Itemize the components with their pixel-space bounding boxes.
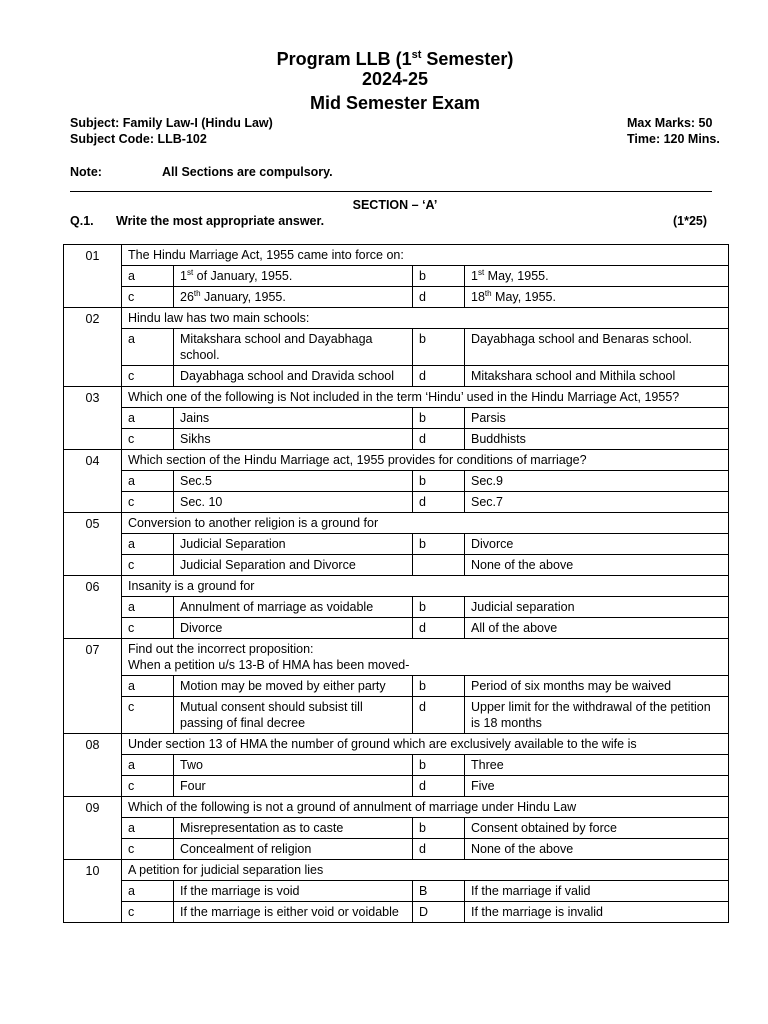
option-letter: B xyxy=(413,881,465,902)
option-text xyxy=(174,818,413,839)
option-text-main: Judicial Separation xyxy=(180,537,286,551)
option-text-sup: th xyxy=(193,288,201,298)
option-letter: d xyxy=(413,429,465,450)
option-text-main: Sec. 10 xyxy=(180,495,223,509)
question-text xyxy=(122,450,729,471)
question-number-cell: 02 xyxy=(64,308,122,387)
option-text xyxy=(174,555,413,576)
option-text-main: Divorce xyxy=(471,537,514,551)
option-text-main: Buddhists xyxy=(471,432,526,446)
option-text-main: 1 xyxy=(471,269,478,283)
note-text: All Sections are compulsory. xyxy=(162,165,333,179)
question-number-cell: 06 xyxy=(64,576,122,639)
option-row xyxy=(64,818,729,839)
question-number-cell: 01 xyxy=(64,245,122,308)
option-letter: a xyxy=(122,818,174,839)
question-text-line: Hindu law has two main schools: xyxy=(128,311,310,325)
option-text-main: 26 xyxy=(180,290,194,304)
option-text xyxy=(174,839,413,860)
question-row xyxy=(64,860,729,881)
option-letter: a xyxy=(122,881,174,902)
option-text-sup: st xyxy=(186,267,194,277)
option-text-main: If the marriage is either void or voidable xyxy=(180,905,399,919)
option-text xyxy=(465,287,729,308)
option-text xyxy=(465,881,729,902)
option-text xyxy=(465,366,729,387)
option-text xyxy=(174,429,413,450)
option-text-main: Motion may be moved by either party xyxy=(180,679,386,693)
question-text-line: Conversion to another religion is a ground for xyxy=(128,516,379,530)
option-text-main: 1 xyxy=(180,269,187,283)
question-row xyxy=(64,308,729,329)
option-text xyxy=(174,366,413,387)
question-text-line: Find out the incorrect proposition: xyxy=(128,642,314,656)
option-letter: b xyxy=(413,408,465,429)
option-text-rest: May, 1955. xyxy=(484,269,549,283)
option-text xyxy=(465,697,729,734)
option-text-main: Mutual consent should subsist till passing of final decree xyxy=(180,700,363,730)
option-letter: c xyxy=(122,839,174,860)
option-letter: b xyxy=(413,329,465,366)
section-title: SECTION – ‘A’ xyxy=(352,198,438,212)
option-text-main: Divorce xyxy=(180,621,223,635)
question-marks: (1*25) xyxy=(673,214,708,228)
option-letter: d xyxy=(413,492,465,513)
option-text xyxy=(465,266,729,287)
option-text xyxy=(465,471,729,492)
option-row xyxy=(64,266,729,287)
option-letter: b xyxy=(413,471,465,492)
question-number-cell: 04 xyxy=(64,450,122,513)
option-text-main: Judicial Separation and Divorce xyxy=(180,558,356,572)
option-row xyxy=(64,618,729,639)
question-row xyxy=(64,797,729,818)
option-text-main: Sikhs xyxy=(180,432,211,446)
option-letter: D xyxy=(413,902,465,923)
question-text-line: Insanity is a ground for xyxy=(128,579,255,593)
option-text-main: Period of six months may be waived xyxy=(471,679,672,693)
option-letter: a xyxy=(122,329,174,366)
question-instruction: Write the most appropriate answer. xyxy=(116,214,325,228)
question-row xyxy=(64,387,729,408)
option-text-main: Parsis xyxy=(471,411,506,425)
option-text-rest: May, 1955. xyxy=(491,290,556,304)
option-text-main: Mitakshara school and Mithila school xyxy=(471,369,676,383)
option-row xyxy=(64,676,729,697)
option-row xyxy=(64,597,729,618)
question-text xyxy=(122,245,729,266)
option-text xyxy=(174,534,413,555)
question-number-cell: 03 xyxy=(64,387,122,450)
question-text xyxy=(122,797,729,818)
option-row xyxy=(64,366,729,387)
option-text xyxy=(174,329,413,366)
option-text-main: If the marriage is invalid xyxy=(471,905,604,919)
option-text-main: If the marriage if valid xyxy=(471,884,591,898)
option-text xyxy=(465,329,729,366)
question-text-line: When a petition u/s 13-B of HMA has been moved- xyxy=(128,658,410,672)
question-text-line: The Hindu Marriage Act, 1955 came into force on: xyxy=(128,248,404,262)
question-row xyxy=(64,513,729,534)
question-row xyxy=(64,734,729,755)
option-row xyxy=(64,534,729,555)
option-row xyxy=(64,881,729,902)
option-text-main: Sec.9 xyxy=(471,474,503,488)
question-row xyxy=(64,245,729,266)
option-row xyxy=(64,492,729,513)
question-text xyxy=(122,860,729,881)
question-text-line: A petition for judicial separation lies xyxy=(128,863,324,877)
question-text-line: Under section 13 of HMA the number of ground which are exclusively available to the wife is xyxy=(128,737,637,751)
option-text-rest: of January, 1955. xyxy=(193,269,293,283)
option-text xyxy=(174,776,413,797)
option-text xyxy=(465,534,729,555)
option-letter: b xyxy=(413,534,465,555)
option-row xyxy=(64,902,729,923)
option-letter: c xyxy=(122,555,174,576)
option-text xyxy=(465,597,729,618)
option-letter: b xyxy=(413,597,465,618)
option-letter: d xyxy=(413,287,465,308)
option-letter: d xyxy=(413,839,465,860)
option-text-main: All of the above xyxy=(471,621,558,635)
question-row xyxy=(64,450,729,471)
option-text xyxy=(465,676,729,697)
option-letter: c xyxy=(122,429,174,450)
question-text xyxy=(122,513,729,534)
note-label: Note: xyxy=(70,165,102,179)
question-text xyxy=(122,576,729,597)
option-letter: c xyxy=(122,776,174,797)
question-text xyxy=(122,639,729,676)
option-text xyxy=(465,492,729,513)
option-letter: c xyxy=(122,366,174,387)
option-text-main: If the marriage is void xyxy=(180,884,300,898)
option-text xyxy=(465,429,729,450)
option-letter: a xyxy=(122,534,174,555)
option-text-sup: st xyxy=(477,267,485,277)
question-number-cell: 09 xyxy=(64,797,122,860)
option-text-main: Upper limit for the withdrawal of the petition is 18 months xyxy=(471,700,711,730)
option-letter: d xyxy=(413,618,465,639)
question-text-line: Which section of the Hindu Marriage act, 1955 provides for conditions of marriage? xyxy=(128,453,587,467)
option-text-main: 18 xyxy=(471,290,485,304)
option-letter: a xyxy=(122,755,174,776)
max-marks: Max Marks: 50 xyxy=(627,116,713,130)
option-text-sup: th xyxy=(484,288,492,298)
option-letter: c xyxy=(122,902,174,923)
option-letter: a xyxy=(122,676,174,697)
option-text-main: Annulment of marriage as voidable xyxy=(180,600,374,614)
option-row xyxy=(64,329,729,366)
option-row xyxy=(64,555,729,576)
question-row xyxy=(64,639,729,676)
option-letter: b xyxy=(413,818,465,839)
option-text-main: Three xyxy=(471,758,504,772)
exam-year: 2024-25 xyxy=(361,69,429,89)
exam-name: Mid Semester Exam xyxy=(309,93,481,113)
option-text xyxy=(174,676,413,697)
subject: Subject: Family Law-I (Hindu Law) xyxy=(70,116,273,130)
option-text xyxy=(174,408,413,429)
option-text-main: Dayabhaga school and Benaras school. xyxy=(471,332,692,346)
divider xyxy=(70,191,712,192)
option-letter xyxy=(413,555,465,576)
option-text xyxy=(465,618,729,639)
option-text xyxy=(174,492,413,513)
option-text xyxy=(465,818,729,839)
option-row xyxy=(64,697,729,734)
option-text-main: Mitakshara school and Dayabhaga school. xyxy=(180,332,373,362)
option-text xyxy=(465,555,729,576)
option-letter: a xyxy=(122,408,174,429)
option-text xyxy=(174,287,413,308)
question-number-cell: 07 xyxy=(64,639,122,734)
option-letter: a xyxy=(122,597,174,618)
option-letter: b xyxy=(413,266,465,287)
option-text xyxy=(465,902,729,923)
question-text xyxy=(122,387,729,408)
option-text-rest: January, 1955. xyxy=(200,290,286,304)
question-text-line: Which of the following is not a ground of annulment of marriage under Hindu Law xyxy=(128,800,577,814)
option-text xyxy=(465,776,729,797)
option-text xyxy=(465,839,729,860)
subject-code: Subject Code: LLB-102 xyxy=(70,132,207,146)
option-text-main: Two xyxy=(180,758,203,772)
option-text xyxy=(174,618,413,639)
option-letter: d xyxy=(413,776,465,797)
option-letter: a xyxy=(122,266,174,287)
option-row xyxy=(64,471,729,492)
question-text xyxy=(122,734,729,755)
question-number: Q.1. xyxy=(70,214,94,228)
option-text-main: Judicial separation xyxy=(471,600,575,614)
option-row xyxy=(64,287,729,308)
option-letter: d xyxy=(413,366,465,387)
option-letter: c xyxy=(122,618,174,639)
option-text-main: Sec.7 xyxy=(471,495,503,509)
option-letter: c xyxy=(122,287,174,308)
question-text xyxy=(122,308,729,329)
option-text-main: Consent obtained by force xyxy=(471,821,617,835)
question-row xyxy=(64,576,729,597)
option-text xyxy=(174,881,413,902)
option-letter: b xyxy=(413,755,465,776)
program-title: Program LLB (1st Semester) xyxy=(276,49,514,69)
option-text-main: Jains xyxy=(180,411,210,425)
option-text-main: Sec.5 xyxy=(180,474,212,488)
option-text xyxy=(174,597,413,618)
option-text-main: None of the above xyxy=(471,842,574,856)
option-text xyxy=(465,755,729,776)
option-text xyxy=(174,471,413,492)
option-letter: c xyxy=(122,492,174,513)
time-allowed: Time: 120 Mins. xyxy=(627,132,720,146)
option-row xyxy=(64,755,729,776)
questions-table xyxy=(63,244,729,923)
option-row xyxy=(64,839,729,860)
option-text xyxy=(174,697,413,734)
option-row xyxy=(64,776,729,797)
option-text xyxy=(465,408,729,429)
option-text xyxy=(174,266,413,287)
question-text-line: Which one of the following is Not included in the term ‘Hindu’ used in the Hindu Marriage Act, 1955? xyxy=(128,390,680,404)
option-row xyxy=(64,429,729,450)
option-text xyxy=(174,755,413,776)
option-row xyxy=(64,408,729,429)
question-number-cell: 05 xyxy=(64,513,122,576)
option-text-main: Concealment of religion xyxy=(180,842,312,856)
option-text-main: Misrepresentation as to caste xyxy=(180,821,344,835)
option-letter: c xyxy=(122,697,174,734)
question-number-cell: 10 xyxy=(64,860,122,923)
option-text-main: Five xyxy=(471,779,495,793)
option-letter: d xyxy=(413,697,465,734)
option-text xyxy=(174,902,413,923)
option-letter: a xyxy=(122,471,174,492)
option-text-main: Dayabhaga school and Dravida school xyxy=(180,369,395,383)
option-text-main: Four xyxy=(180,779,206,793)
option-letter: b xyxy=(413,676,465,697)
option-text-main: None of the above xyxy=(471,558,574,572)
question-number-cell: 08 xyxy=(64,734,122,797)
